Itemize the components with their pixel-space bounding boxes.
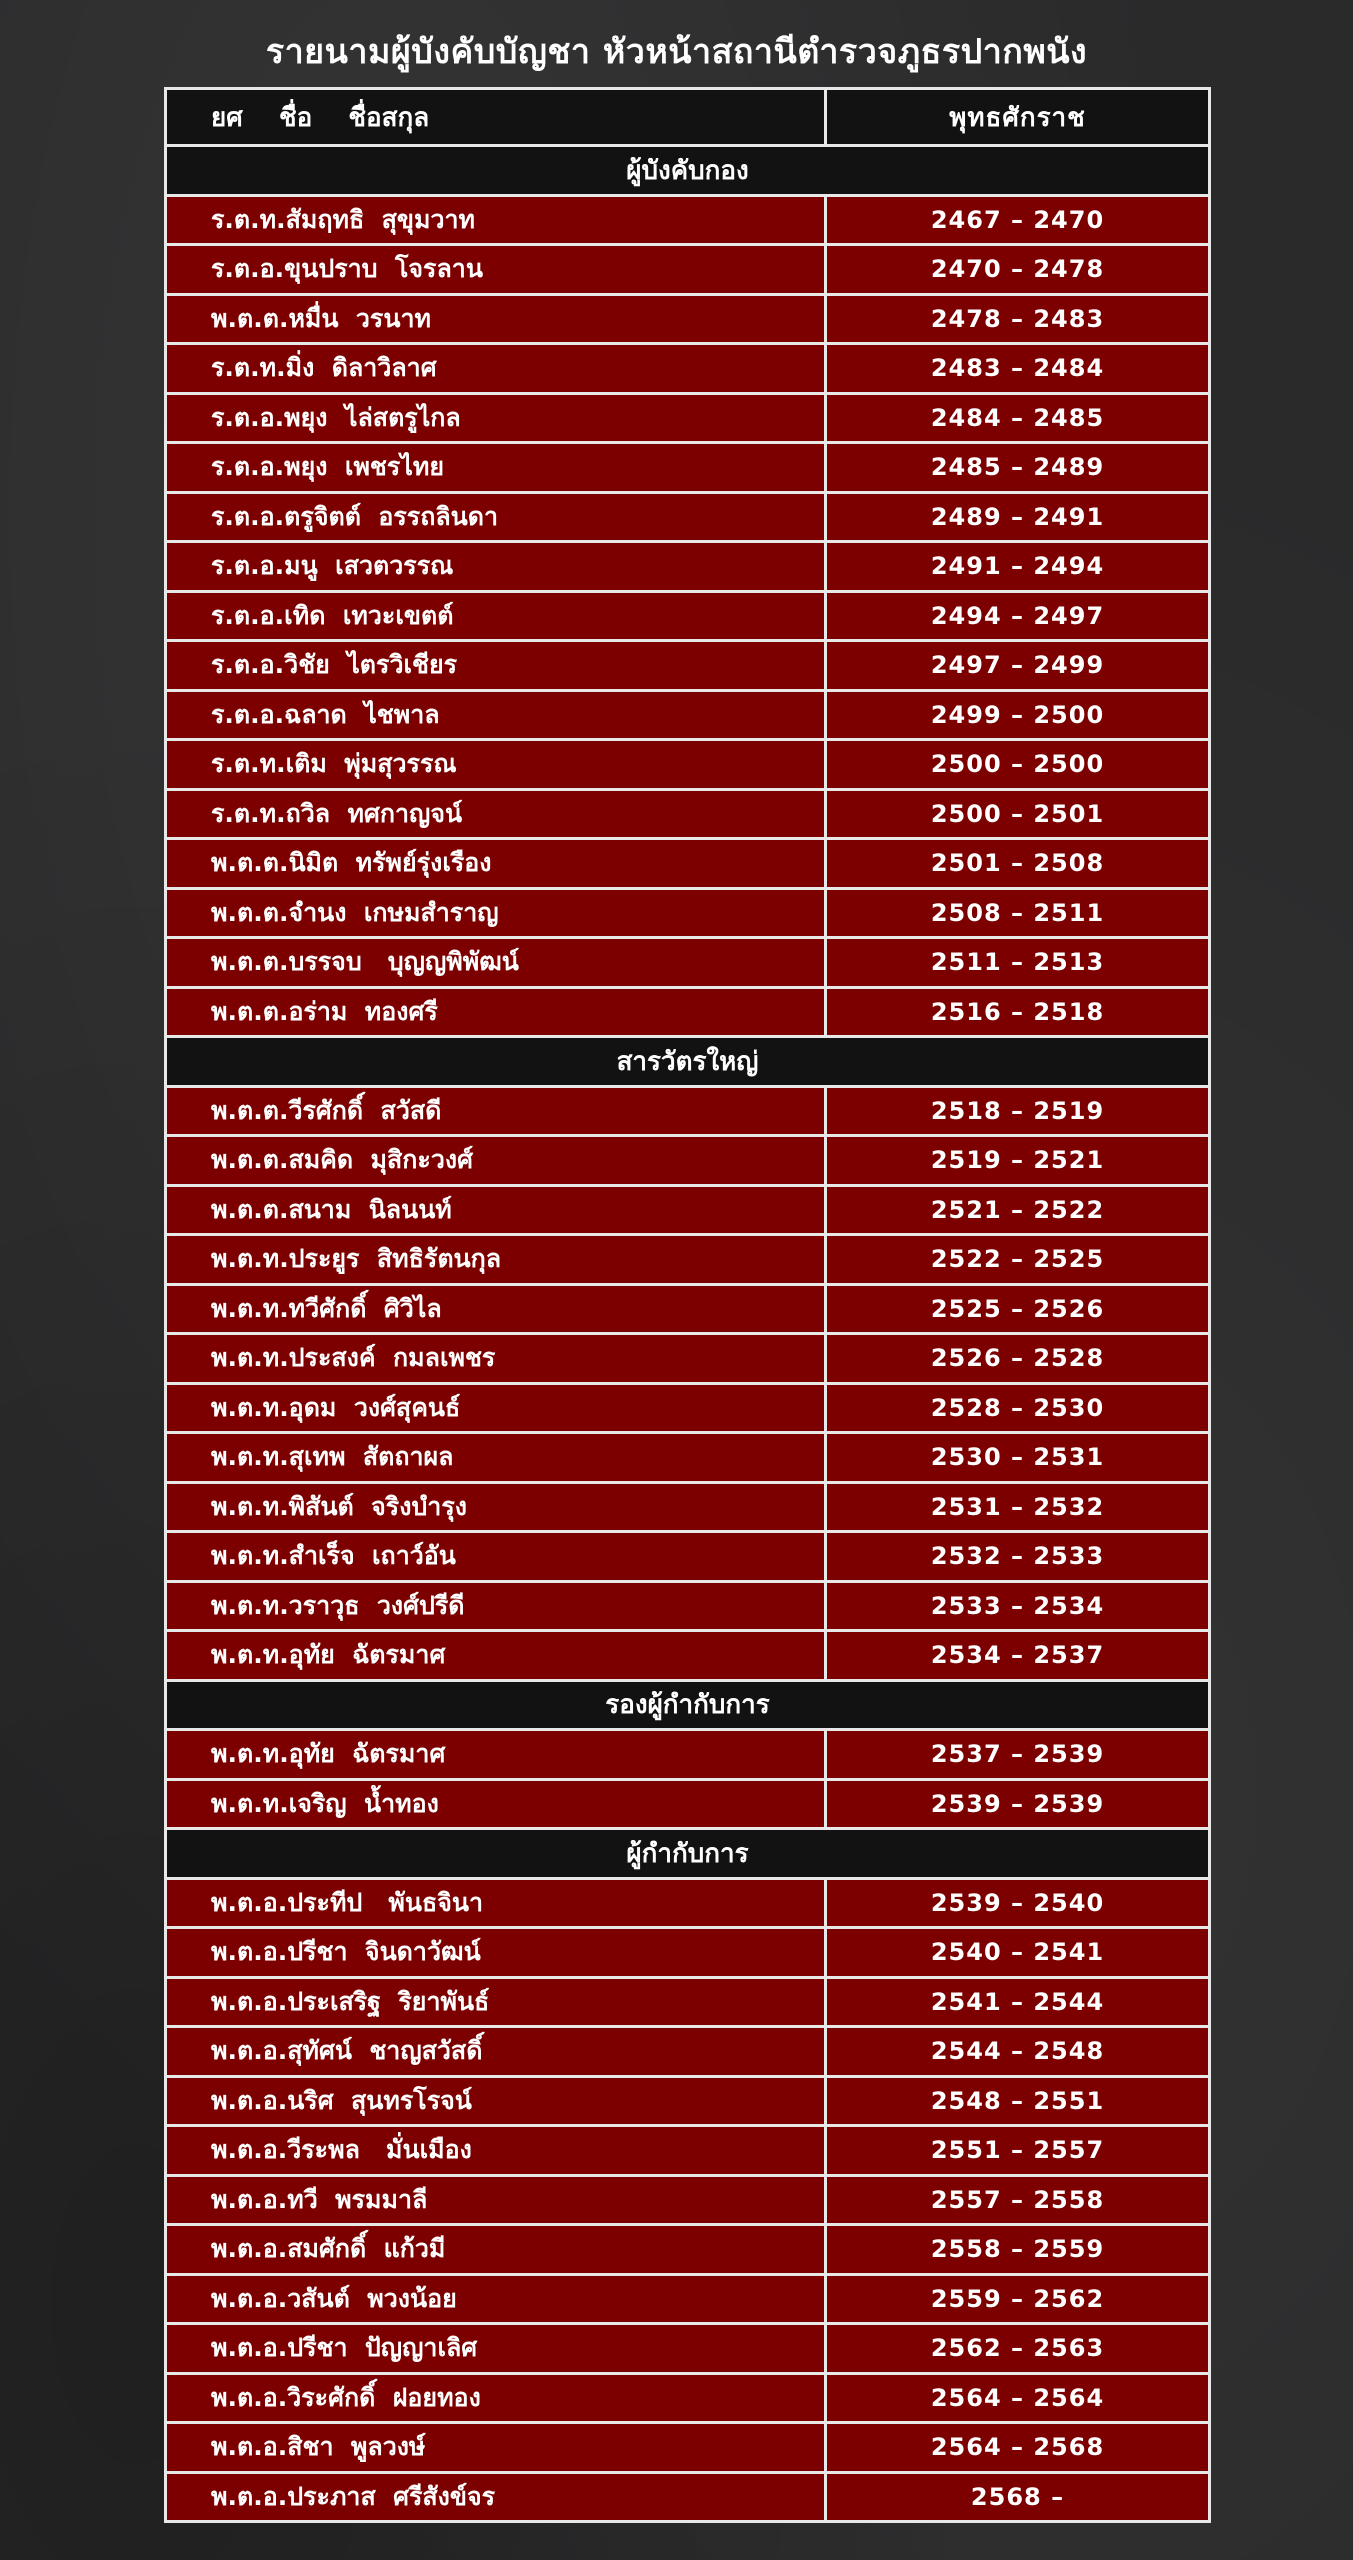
table-row — [167, 1583, 1208, 1633]
table-row — [167, 2424, 1208, 2474]
commander-name: ร.ต.อ.ตรูจิตต์ อรรถลินดา — [167, 494, 827, 541]
term-years: 2540 – 2541 — [930, 1938, 1105, 1967]
commander-name: พ.ต.อ.นริศ สุนทรโรจน์ — [167, 2078, 827, 2125]
commander-name: ร.ต.ท.สัมฤทธิ สุขุมวาท — [167, 197, 827, 244]
table-row — [167, 1880, 1208, 1930]
section-header: ผู้บังคับกอง — [167, 147, 1208, 197]
term-years: 2521 – 2522 — [930, 1195, 1105, 1224]
table-row — [167, 989, 1208, 1039]
term-years: 2516 – 2518 — [930, 997, 1105, 1026]
term-years: 2526 – 2528 — [930, 1344, 1105, 1373]
section-header: ผู้กำกับการ — [167, 1830, 1208, 1880]
commander-name: พ.ต.ต.จำนง เกษมสำราญ — [167, 890, 827, 937]
term-years: 2500 – 2500 — [930, 750, 1105, 779]
table-row — [167, 791, 1208, 841]
commander-name: พ.ต.ต.นิมิต ทรัพย์รุ่งเรือง — [167, 840, 827, 887]
term-years: 2544 – 2548 — [930, 2037, 1105, 2066]
term-years: 2525 – 2526 — [930, 1294, 1105, 1323]
header-name-column: ยศ ชื่อ ชื่อสกุล — [167, 90, 827, 144]
table-row — [167, 890, 1208, 940]
commander-name: ร.ต.อ.ขุนปราบ โจรลาน — [167, 246, 827, 293]
table-row — [167, 296, 1208, 346]
term-years: 2558 – 2559 — [930, 2235, 1105, 2264]
table-row — [167, 543, 1208, 593]
table-row — [167, 1731, 1208, 1781]
table-row — [167, 593, 1208, 643]
commander-name: พ.ต.ต.สมคิด มุสิกะวงศ์ — [167, 1137, 827, 1184]
commander-name: พ.ต.ท.อุดม วงศ์สุคนธ์ — [167, 1385, 827, 1432]
commander-name: ร.ต.อ.พยุง ไล่สตรูไกล — [167, 395, 827, 442]
header-year-column: พุทธศักราช — [949, 102, 1086, 133]
table-row — [167, 345, 1208, 395]
commanders-table — [164, 87, 1211, 2523]
page-title: รายนามผู้บังคับบัญชา หัวหน้าสถานีตำรวจภูธรปากพนัง — [265, 32, 1088, 72]
table-row — [167, 692, 1208, 742]
commander-name: ร.ต.ท.มิ่ง ดิลาวิลาศ — [167, 345, 827, 392]
commander-name: พ.ต.ต.วีรศักดิ์ สวัสดี — [167, 1088, 827, 1135]
term-years: 2564 – 2568 — [930, 2433, 1105, 2462]
commander-name: พ.ต.อ.สุทัศน์ ชาญสวัสดิ์ — [167, 2028, 827, 2075]
table-row — [167, 246, 1208, 296]
commander-name: ร.ต.ท.เติม พุ่มสุวรรณ — [167, 741, 827, 788]
term-years: 2562 – 2563 — [930, 2334, 1105, 2363]
term-years: 2539 – 2539 — [930, 1789, 1105, 1818]
commander-name: ร.ต.อ.เทิด เทวะเขตต์ — [167, 593, 827, 640]
commander-name: ร.ต.อ.มนู เสวตวรรณ — [167, 543, 827, 590]
table-row — [167, 2177, 1208, 2227]
commander-name: พ.ต.ท.พิสันต์ จริงบำรุง — [167, 1484, 827, 1531]
table-row — [167, 939, 1208, 989]
commander-name: พ.ต.อ.วสันต์ พวงน้อย — [167, 2276, 827, 2323]
term-years: 2470 – 2478 — [930, 255, 1105, 284]
commander-name: พ.ต.อ.ประทีป พันธจินา — [167, 1880, 827, 1927]
commander-name: พ.ต.ท.อุทัย ฉัตรมาศ — [167, 1731, 827, 1778]
table-header — [167, 90, 1208, 147]
table-row — [167, 1385, 1208, 1435]
table-row — [167, 1236, 1208, 1286]
table-row — [167, 1533, 1208, 1583]
commander-name: พ.ต.อ.ปรีชา จินดาวัฒน์ — [167, 1929, 827, 1976]
commander-name: พ.ต.ต.อร่าม ทองศรี — [167, 989, 827, 1036]
commander-name: พ.ต.อ.ประภาส ศรีสังข์จร — [167, 2474, 827, 2521]
term-years: 2519 – 2521 — [930, 1146, 1105, 1175]
commander-name: พ.ต.ท.สุเทพ สัตถาผล — [167, 1434, 827, 1481]
table-row — [167, 1979, 1208, 2029]
table-row — [167, 1088, 1208, 1138]
term-years: 2537 – 2539 — [930, 1740, 1105, 1769]
term-years: 2500 – 2501 — [930, 799, 1105, 828]
commander-name: พ.ต.อ.สมศักดิ์ แก้วมี — [167, 2226, 827, 2273]
table-row — [167, 1632, 1208, 1682]
term-years: 2518 – 2519 — [930, 1096, 1105, 1125]
term-years: 2541 – 2544 — [930, 1987, 1105, 2016]
table-row — [167, 741, 1208, 791]
table-row — [167, 2325, 1208, 2375]
table-row — [167, 395, 1208, 445]
table-row — [167, 2375, 1208, 2425]
term-years: 2494 – 2497 — [930, 601, 1105, 630]
term-years: 2533 – 2534 — [930, 1591, 1105, 1620]
term-years: 2483 – 2484 — [930, 354, 1105, 383]
table-row — [167, 840, 1208, 890]
term-years: 2491 – 2494 — [930, 552, 1105, 581]
table-row — [167, 2474, 1208, 2524]
table-row — [167, 444, 1208, 494]
table-row — [167, 494, 1208, 544]
table-row — [167, 642, 1208, 692]
term-years: 2531 – 2532 — [930, 1492, 1105, 1521]
commander-name: พ.ต.ท.ทวีศักดิ์ ศิวิไล — [167, 1286, 827, 1333]
commander-name: พ.ต.อ.วิระศักดิ์ ฝอยทอง — [167, 2375, 827, 2422]
term-years: 2568 – — [970, 2482, 1065, 2511]
commander-name: พ.ต.อ.ทวี พรมมาลี — [167, 2177, 827, 2224]
term-years: 2559 – 2562 — [930, 2284, 1105, 2313]
table-row — [167, 2226, 1208, 2276]
commander-name: พ.ต.ท.สำเร็จ เถาว์อัน — [167, 1533, 827, 1580]
commander-name: พ.ต.ต.บรรจบ บุญญพิพัฒน์ — [167, 939, 827, 986]
commander-name: พ.ต.ท.อุทัย ฉัตรมาศ — [167, 1632, 827, 1679]
term-years: 2497 – 2499 — [930, 651, 1105, 680]
commander-name: พ.ต.ต.สนาม นิลนนท์ — [167, 1187, 827, 1234]
table-row — [167, 197, 1208, 247]
term-years: 2489 – 2491 — [930, 502, 1105, 531]
commander-name: ร.ต.อ.พยุง เพชรไทย — [167, 444, 827, 491]
term-years: 2551 – 2557 — [930, 2136, 1105, 2165]
table-row — [167, 1484, 1208, 1534]
section-header: สารวัตรใหญ่ — [167, 1038, 1208, 1088]
commander-name: พ.ต.ท.ประยูร สิทธิรัตนกุล — [167, 1236, 827, 1283]
table-body — [167, 147, 1208, 2523]
commander-name: พ.ต.อ.สิชา พูลวงษ์ — [167, 2424, 827, 2471]
term-years: 2522 – 2525 — [930, 1245, 1105, 1274]
term-years: 2564 – 2564 — [930, 2383, 1105, 2412]
section-header: รองผู้กำกับการ — [167, 1682, 1208, 1732]
table-row — [167, 1929, 1208, 1979]
term-years: 2530 – 2531 — [930, 1443, 1105, 1472]
commander-name: ร.ต.อ.ฉลาด ไชพาล — [167, 692, 827, 739]
term-years: 2508 – 2511 — [930, 898, 1105, 927]
commander-name: พ.ต.ต.หมื่น วรนาท — [167, 296, 827, 343]
commander-name: พ.ต.ท.ประสงค์ กมลเพชร — [167, 1335, 827, 1382]
table-row — [167, 2127, 1208, 2177]
commander-name: พ.ต.อ.วีระพล มั่นเมือง — [167, 2127, 827, 2174]
table-row — [167, 2276, 1208, 2326]
commander-name: พ.ต.ท.วราวุธ วงศ์ปรีดี — [167, 1583, 827, 1630]
term-years: 2557 – 2558 — [930, 2185, 1105, 2214]
term-years: 2501 – 2508 — [930, 849, 1105, 878]
term-years: 2528 – 2530 — [930, 1393, 1105, 1422]
term-years: 2478 – 2483 — [930, 304, 1105, 333]
table-row — [167, 1137, 1208, 1187]
term-years: 2467 – 2470 — [930, 205, 1105, 234]
term-years: 2499 – 2500 — [930, 700, 1105, 729]
term-years: 2534 – 2537 — [930, 1641, 1105, 1670]
term-years: 2484 – 2485 — [930, 403, 1105, 432]
term-years: 2539 – 2540 — [930, 1888, 1105, 1917]
term-years: 2511 – 2513 — [930, 948, 1105, 977]
commander-name: ร.ต.อ.วิชัย ไตรวิเชียร — [167, 642, 827, 689]
table-row — [167, 1781, 1208, 1831]
table-row — [167, 1187, 1208, 1237]
term-years: 2485 – 2489 — [930, 453, 1105, 482]
commander-name: พ.ต.ท.เจริญ น้ำทอง — [167, 1781, 827, 1828]
term-years: 2532 – 2533 — [930, 1542, 1105, 1571]
commander-name: ร.ต.ท.ถวิล ทศกาญจน์ — [167, 791, 827, 838]
table-row — [167, 1434, 1208, 1484]
table-row — [167, 1335, 1208, 1385]
table-row — [167, 2028, 1208, 2078]
commander-name: พ.ต.อ.ปรีชา ปัญญาเลิศ — [167, 2325, 827, 2372]
term-years: 2548 – 2551 — [930, 2086, 1105, 2115]
table-row — [167, 2078, 1208, 2128]
commander-name: พ.ต.อ.ประเสริฐ ริยาพันธ์ — [167, 1979, 827, 2026]
table-row — [167, 1286, 1208, 1336]
